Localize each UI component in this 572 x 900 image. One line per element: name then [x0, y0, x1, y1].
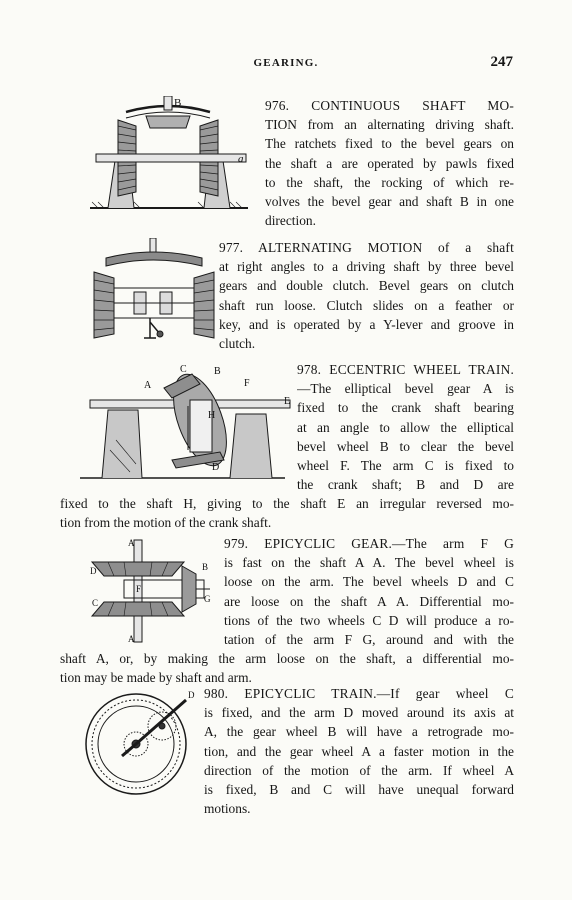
figure-978-eccentric-wheel-train — [80, 360, 295, 485]
text-line: A, the gear wheel B will have a retrograde mo- — [204, 724, 514, 740]
text-line: fixed to the shaft H, giving to the shaft E an irregular reversed mo- — [60, 496, 514, 511]
text-line: TION from an alternating driving shaft. — [265, 117, 514, 133]
figure-980-epicyclic-train — [82, 686, 200, 798]
fig976-label-B: B — [174, 97, 182, 109]
section-976-text — [265, 96, 514, 230]
text-line: —The elliptical bevel gear A is — [297, 381, 514, 397]
text-line: volves the bevel gear and shaft B in one — [265, 194, 514, 210]
text-line: gears and double clutch. Bevel gears on clutch — [219, 278, 514, 294]
text-line: is fixed, and the arm D moved around its axis at — [204, 705, 514, 721]
text-line: tion from the motion of the crank shaft. — [60, 515, 272, 531]
section-979-heading: 979. EPICYCLIC GEAR.—The arm F G — [224, 536, 514, 551]
page-number: 247 — [490, 54, 513, 70]
fig979-label-A-bottom: A — [128, 634, 135, 644]
section-977-text — [219, 238, 514, 353]
fig978-label-E: E — [284, 396, 291, 407]
text-line: shaft run loose. Clutch slides on a feather or — [219, 297, 514, 313]
fig978-label-F: F — [244, 378, 250, 389]
text-line: tion, and the gear wheel A a faster motion in the — [204, 743, 514, 759]
section-976-heading: 976. CONTINUOUS SHAFT MO- — [265, 98, 514, 113]
fig979-label-D: D — [90, 566, 97, 576]
figure-976-continuous-shaft — [88, 96, 258, 211]
text-line: shaft A, or, by making the arm loose on the shaft, a differential mo- — [60, 651, 514, 666]
fig979-label-C: C — [92, 598, 99, 608]
text-line: bevel wheel B to clear the bevel — [297, 438, 514, 454]
running-header: GEARING. — [253, 57, 319, 69]
text-line: at right angles to a driving shaft by three bevel — [219, 259, 514, 275]
text-line: to the shaft, the rocking of which re- — [265, 174, 514, 190]
text-line: key, and is operated by a Y-lever and groove in — [219, 316, 514, 332]
text-line: wheel F. The arm C is fixed to — [297, 458, 514, 474]
section-979-text — [224, 534, 514, 649]
text-line: the shaft a are operated by pawls fixed — [265, 155, 514, 171]
text-line: the crank shaft; B and D are — [297, 477, 514, 493]
section-977-heading: 977. ALTERNATING MOTION of a shaft — [219, 240, 514, 255]
section-978-text-full — [60, 494, 514, 532]
fig978-label-D: D — [212, 462, 220, 473]
text-line: tation of the arm F G, around and with the — [224, 632, 514, 648]
fig976-label-a: a — [238, 153, 244, 165]
fig979-label-B: B — [202, 562, 209, 572]
figure-977-alternating-motion — [90, 238, 218, 348]
text-line: motions. — [204, 801, 251, 817]
fig979-label-A-top: A — [128, 538, 135, 548]
text-line: is fixed, B and C will have unequal forward — [204, 782, 514, 798]
text-line: tions of the two wheels C D will produce a ro- — [224, 612, 514, 628]
section-979-text-full — [60, 649, 514, 687]
fig978-label-A: A — [144, 380, 152, 391]
fig979-label-G: G — [204, 594, 211, 604]
section-978-heading: 978. ECCENTRIC WHEEL TRAIN. — [297, 362, 514, 377]
fig978-label-C: C — [180, 364, 187, 375]
text-line: direction. — [265, 213, 316, 229]
section-978-text — [297, 360, 514, 494]
text-line: are loose on the shaft A A. Differential mo- — [224, 593, 514, 609]
text-line: The ratchets fixed to the bevel gears on — [265, 136, 514, 152]
text-line: loose on the arm. The bevel wheels D and C — [224, 574, 514, 590]
fig979-label-F: F — [136, 584, 142, 594]
text-line: at an angle to allow the elliptical — [297, 419, 514, 435]
fig978-label-H: H — [208, 410, 216, 421]
text-line: fixed to the crank shaft bearing — [297, 400, 514, 416]
text-line: is fast on the shaft A A. The bevel wheel is — [224, 555, 514, 571]
section-980-heading: 980. EPICYCLIC TRAIN.—If gear wheel C — [204, 686, 514, 701]
text-line: clutch. — [219, 336, 256, 352]
text-line: tion may be made by shaft and arm. — [60, 670, 252, 686]
fig980-label-D: D — [188, 690, 195, 700]
fig978-label-B: B — [214, 366, 221, 377]
section-980-text — [204, 684, 514, 818]
text-line: direction of the motion of the arm. If wheel A — [204, 762, 514, 778]
figure-979-epicyclic-gear — [84, 536, 222, 646]
